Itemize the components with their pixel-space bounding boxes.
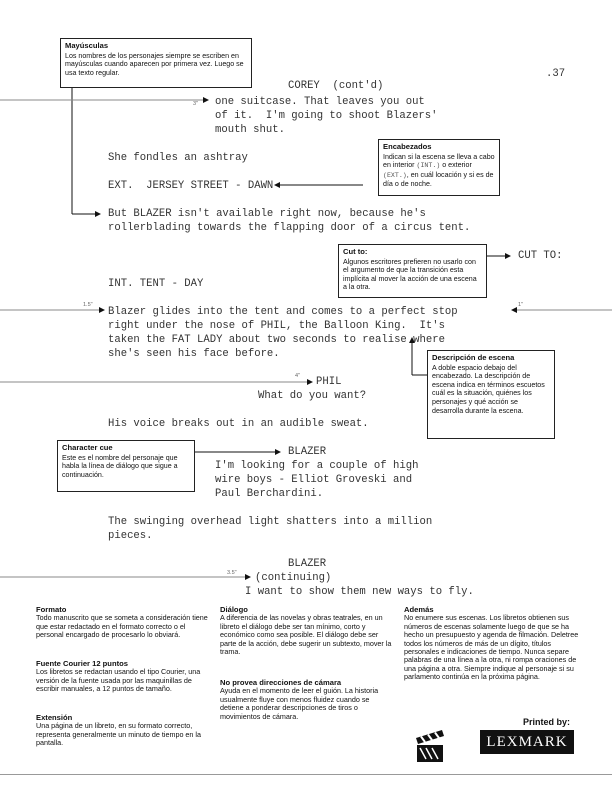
character-cue-phil: PHIL (316, 376, 342, 388)
callout-mayusculas (60, 38, 252, 88)
callout-title: Mayúsculas (65, 41, 109, 50)
page-number: .37 (546, 68, 566, 80)
action-line: His voice breaks out in an audible sweat. (108, 418, 369, 430)
action-line: taken the FAT LADY about two seconds to realise where (108, 334, 445, 346)
callout-cut-to (338, 244, 487, 298)
callout-encabezados (378, 139, 500, 196)
clapperboard-icon (412, 724, 448, 764)
note-no-provea (220, 679, 392, 721)
note-fuente (36, 660, 208, 694)
callout-title: Cut to: (343, 247, 368, 256)
note-title: No provea direcciones de cámara (220, 678, 342, 687)
lexmark-logo: LEXMARK (480, 730, 574, 754)
margin-measure-1-5in: 1.5" (83, 302, 93, 308)
callout-body: Los nombres de los personajes siempre se escriben en mayúsculas cuando aparecen por primera vez. Luego se usa texto regular. (65, 51, 244, 77)
callout-body: Algunos escritores prefieren no usarlo con el argumento de que la transición esta implícita al mover la acción de una escena a la otra. (343, 257, 477, 292)
note-ademas (404, 606, 580, 682)
note-body: Los libretos se redactan usando el tipo Courier, una versión de la fuente usada por las maquinillas de escribir manuales, a 12 puntos de tamaño. (36, 667, 201, 694)
dialogue-line: I want to show them new ways to fly. (245, 586, 474, 598)
int-code: (INT.) (416, 162, 441, 170)
note-body: A diferencia de las novelas y obras teatrales, en un libreto el diálogo debe ser tan mínimo, corto y económico como sea posible. El diálogo debe ser parte de la acción, debe sugerir un subtexto, mover la trama. (220, 613, 392, 657)
dialogue-line: of it. I'm going to shoot Blazers' (215, 110, 438, 122)
dialogue-line: What do you want? (258, 390, 367, 402)
note-body: Todo manuscrito que se someta a consideración tiene que estar redactado en el formato correcto o el personal encargado de procesarlo lo obviará. (36, 613, 208, 640)
action-line: But BLAZER isn't available right now, because he's (108, 208, 426, 220)
callout-descripcion-escena (427, 350, 555, 439)
action-line: pieces. (108, 530, 153, 542)
printed-by-label: Printed by: (523, 717, 571, 727)
character-cue-blazer: BLAZER (288, 558, 327, 570)
callout-body: Indican si la escena se lleva a cabo en interior (383, 152, 495, 170)
character-cue-corey: COREY (cont'd) (288, 80, 384, 92)
dialogue-line: Paul Berchardini. (215, 488, 324, 500)
callout-body: , en cuál locación y si es de día o de noche. (383, 170, 494, 189)
callout-body: o exterior (440, 161, 472, 170)
action-line: right under the nose of PHIL, the Balloon King. It's (108, 320, 445, 332)
margin-measure-1in: 1" (518, 302, 524, 308)
action-line: rollerblading towards the flapping door of a circus tent. (108, 222, 471, 234)
note-body: No enumere sus escenas. Los libretos obtienen sus números de escenas solamente luego de que se ha hecho un presupuesto y agenda de filmación. Deletree todos los números de más de un dígito, títulos personales e indicaciones de tiempo. Nunca separe palabras de una línea a la otra, ni rompa oraciones de una página a otra. Siempre indique al personaje si su parlamento continúa en la próxima página. (404, 613, 579, 682)
ext-code: (EXT.) (383, 171, 407, 179)
callout-title: Descripción de escena (432, 353, 515, 362)
callout-body: Este es el nombre del personaje que habla la línea de diálogo que sigue a continuación. (62, 453, 178, 479)
dialogue-line: mouth shut. (215, 124, 285, 136)
note-extension (36, 714, 208, 748)
note-title: Fuente Courier 12 puntos (36, 659, 128, 668)
margin-measure-4in: 4" (295, 373, 301, 379)
note-title: Extensión (36, 713, 73, 722)
note-body: Ayuda en el momento de leer el guión. La historia usualmente fluye con menos fluidez cuando se detiene a ponderar descripciones de tiros o movimientos de cámara. (220, 686, 379, 721)
parenthetical: (continuing) (255, 572, 332, 584)
action-line: Blazer glides into the tent and comes to a perfect stop (108, 306, 458, 318)
page-bottom-rule (0, 774, 612, 775)
margin-measure-3-5in: 3.5" (227, 570, 237, 576)
note-title: Además (404, 605, 434, 614)
character-cue-blazer: BLAZER (288, 446, 327, 458)
note-title: Formato (36, 605, 67, 614)
action-line: The swinging overhead light shatters into a million (108, 516, 433, 528)
transition-cut-to: CUT TO: (518, 250, 563, 262)
callout-title: Encabezados (383, 142, 432, 151)
callout-character-cue (57, 440, 195, 492)
action-line: She fondles an ashtray (108, 152, 248, 164)
dialogue-line: I'm looking for a couple of high (215, 460, 419, 472)
scene-heading: EXT. JERSEY STREET - DAWN (108, 180, 274, 192)
note-body: Una página de un libreto, en su formato correcto, representa generalmente un minuto de tiempo en la pantalla. (36, 721, 202, 748)
dialogue-line: wire boys - Elliot Groveski and (215, 474, 413, 486)
callout-title: Character cue (62, 443, 113, 452)
callout-body: A doble espacio debajo del encabezado. La descripción de escena indica en términos escuetos cuál es la situación, quiénes los personajes y qué acción se desarrolla durante la escena. (432, 363, 545, 415)
note-dialogo (220, 606, 392, 656)
margin-measure-3in: 3" (193, 101, 199, 107)
action-line: she's seen his face before. (108, 348, 280, 360)
scene-heading: INT. TENT - DAY (108, 278, 204, 290)
note-title: Diálogo (220, 605, 248, 614)
dialogue-line: one suitcase. That leaves you out (215, 96, 425, 108)
note-formato (36, 606, 208, 640)
